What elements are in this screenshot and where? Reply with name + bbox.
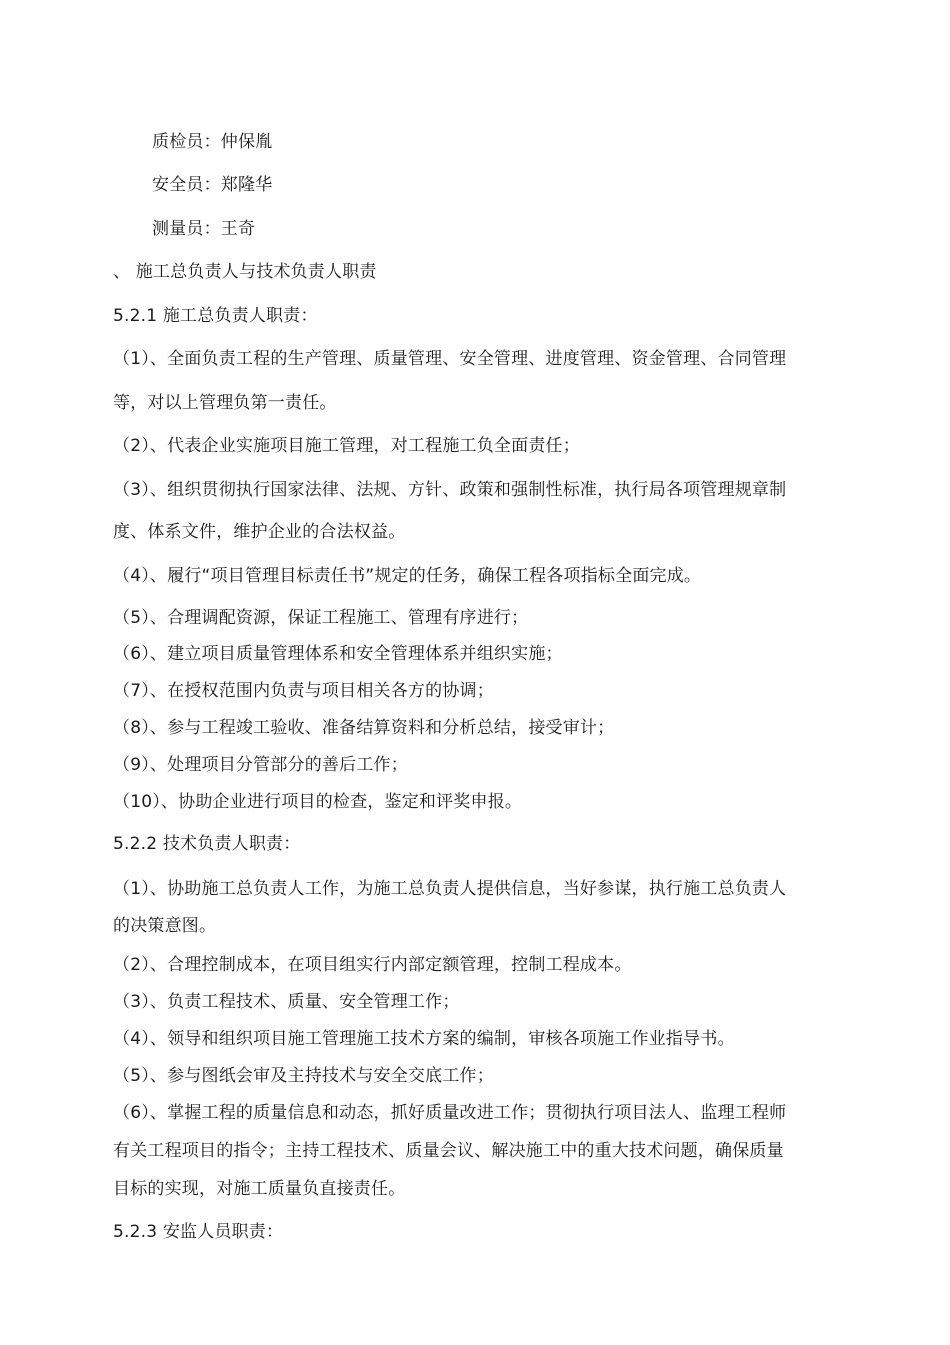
section-title: 、 施工总负责人与技术负责人职责 bbox=[113, 262, 377, 282]
heading-5-2-2: 5.2.2 技术负责人职责： bbox=[113, 834, 301, 854]
paragraph-line: （7）、在授权范围内负责与项目相关各方的协调； bbox=[113, 681, 494, 701]
paragraph-line: 目标的实现，对施工质量负直接责任。 bbox=[113, 1179, 406, 1199]
paragraph-line: （4）、履行“项目管理目标责任书”规定的任务，确保工程各项指标全面完成。 bbox=[113, 566, 702, 586]
paragraph-line: （3）、组织贯彻执行国家法律、法规、方针、政策和强制性标准，执行局各项管理规章制 bbox=[113, 480, 787, 500]
paragraph-line: （4）、领导和组织项目施工管理施工技术方案的编制，审核各项施工作业指导书。 bbox=[113, 1029, 735, 1049]
staff-safety-officer: 安全员：郑隆华 bbox=[152, 175, 273, 195]
paragraph-line: 的决策意图。 bbox=[113, 916, 217, 936]
paragraph-line: （5）、参与图纸会审及主持技术与安全交底工作； bbox=[113, 1066, 494, 1086]
paragraph-line: （5）、合理调配资源，保证工程施工、管理有序进行； bbox=[113, 608, 529, 628]
heading-5-2-3: 5.2.3 安监人员职责： bbox=[113, 1222, 284, 1242]
staff-quality-inspector: 质检员：仲保胤 bbox=[152, 132, 273, 152]
paragraph-line: （2）、代表企业实施项目施工管理，对工程施工负全面责任； bbox=[113, 436, 580, 456]
paragraph-line: （8）、参与工程竣工验收、准备结算资料和分析总结，接受审计； bbox=[113, 718, 615, 738]
paragraph-line: （1）、协助施工总负责人工作，为施工总负责人提供信息，当好参谋，执行施工总负责人 bbox=[113, 879, 787, 899]
paragraph-line: （1）、全面负责工程的生产管理、质量管理、安全管理、进度管理、资金管理、合同管理 bbox=[113, 349, 787, 369]
paragraph-line: （9）、处理项目分管部分的善后工作； bbox=[113, 755, 408, 775]
paragraph-line: （3）、负责工程技术、质量、安全管理工作； bbox=[113, 992, 460, 1012]
paragraph-line: 度、体系文件，维护企业的合法权益。 bbox=[113, 522, 406, 542]
paragraph-line: （2）、合理控制成本，在项目组实行内部定额管理，控制工程成本。 bbox=[113, 955, 632, 975]
paragraph-line: （6）、掌握工程的质量信息和动态，抓好质量改进工作；贯彻执行项目法人、监理工程师 bbox=[113, 1103, 787, 1123]
paragraph-line: 等，对以上管理负第一责任。 bbox=[113, 393, 337, 413]
paragraph-line: （6）、建立项目质量管理体系和安全管理体系并组织实施； bbox=[113, 644, 563, 664]
heading-5-2-1: 5.2.1 施工总负责人职责： bbox=[113, 306, 318, 326]
paragraph-line: （10）、协助企业进行项目的检查，鉴定和评奖申报。 bbox=[113, 792, 523, 812]
paragraph-line: 有关工程项目的指令；主持工程技术、质量会议、解决施工中的重大技术问题，确保质量 bbox=[113, 1141, 784, 1161]
staff-surveyor: 测量员：王奇 bbox=[152, 219, 256, 239]
